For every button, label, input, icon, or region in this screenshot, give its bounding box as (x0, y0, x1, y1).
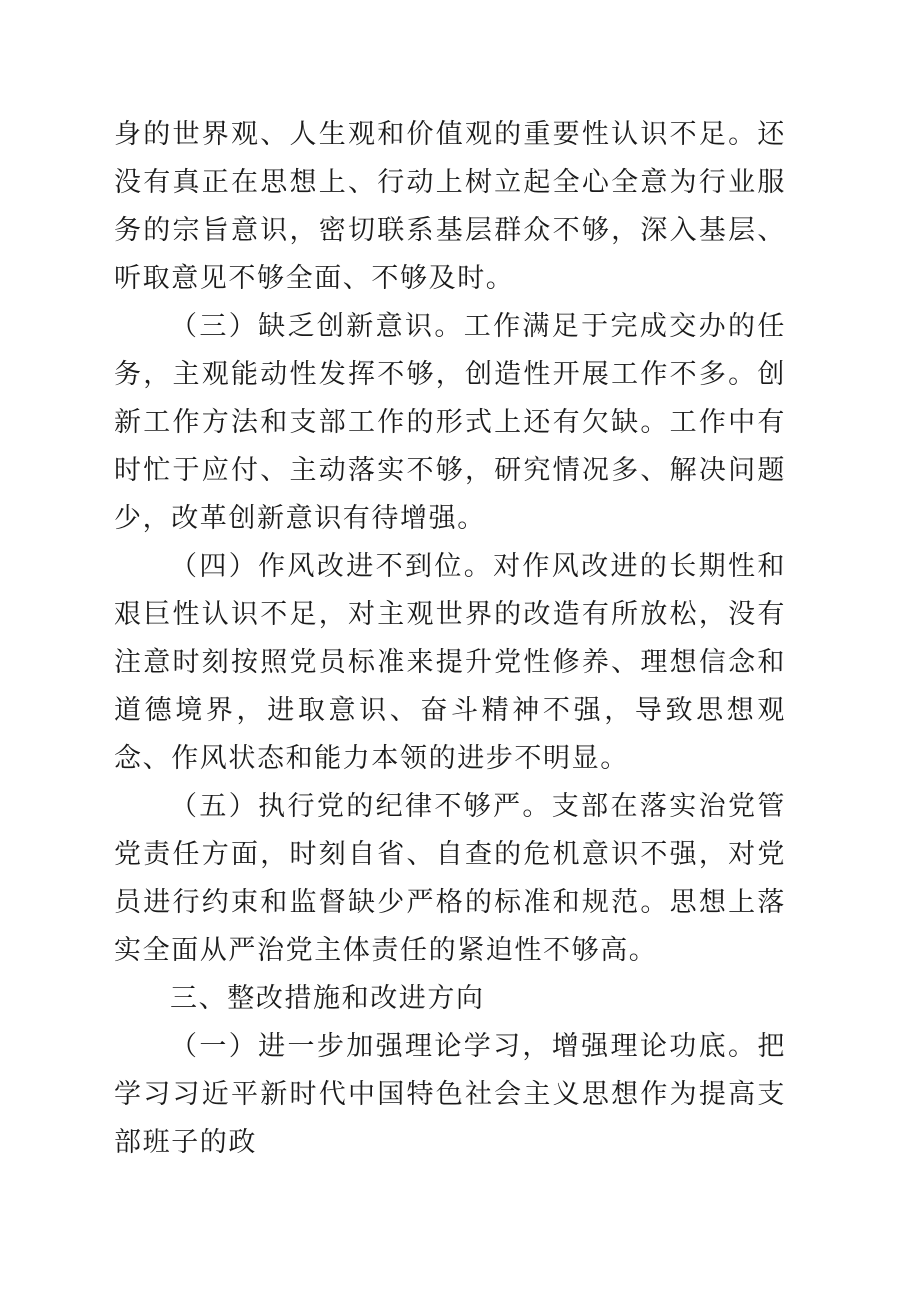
paragraph-item-5: （五）执行党的纪律不够严。支部在落实治党管党责任方面，时刻自省、自查的危机意识不强，对党员进行约束和监督缺少严格的标准和规范。思想上落实全面从严治党主体责任的紧迫性不够高。 (114, 791, 786, 966)
paragraph-item-3: （三）缺乏创新意识。工作满足于完成交办的任务，主观能动性发挥不够，创造性开展工作不多。创新工作方法和支部工作的形式上还有欠缺。工作中有时忙于应付、主动落实不够，研究情况多、解决问题少，改革创新意识有待增强。 (114, 311, 786, 534)
paragraph-measure-1: （一）进一步加强理论学习，增强理论功底。把学习习近平新时代中国特色社会主义思想作为提高支部班子的政 (114, 1031, 786, 1158)
document-body (114, 111, 786, 1167)
section-heading: 三、整改措施和改进方向 (170, 983, 485, 1014)
paragraph-item-4: （四）作风改进不到位。对作风改进的长期性和艰巨性认识不足，对主观世界的改造有所放松，没有注意时刻按照党员标准来提升党性修养、理想信念和道德境界，进取意识、奋斗精神不强，导致思想观念、作风状态和能力本领的进步不明显。 (114, 551, 786, 774)
paragraph-continuation: 身的世界观、人生观和价值观的重要性认识不足。还没有真正在思想上、行动上树立起全心全意为行业服务的宗旨意识，密切联系基层群众不够，深入基层、听取意见不够全面、不够及时。 (114, 119, 786, 294)
